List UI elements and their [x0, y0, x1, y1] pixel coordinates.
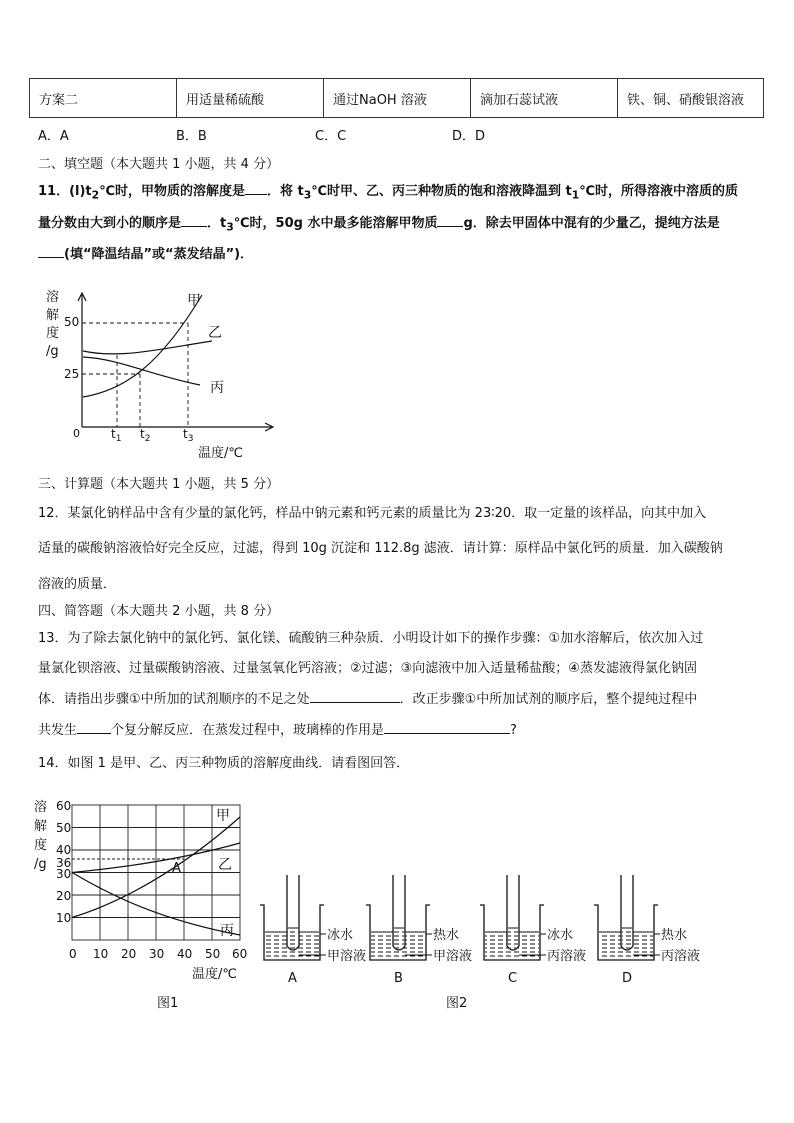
inner-solution-label: 甲溶液 [327, 949, 367, 964]
section-title-short: 四、简答题（本大题共 2 小题，共 8 分） [38, 604, 280, 619]
figure-caption-2: 图2 [446, 996, 468, 1011]
setup-letter: C [508, 971, 518, 986]
q12-line-2: 适量的碳酸钠溶液恰好完全反应，过滤，得到 10g 沉淀和 112.8g 滤液．请计算：原样品中氯化钙的质量．加入碳酸钠 [38, 541, 723, 556]
answer-blank[interactable] [245, 181, 267, 195]
tube-solution [508, 928, 518, 949]
series-label-bing: 丙 [210, 380, 224, 396]
x-tick-label: 0 [69, 947, 77, 961]
outer-liquid-label: 热水 [661, 928, 688, 943]
options-table [29, 78, 764, 118]
x-tick-label: 50 [205, 947, 221, 961]
grid [72, 805, 240, 940]
t3-label: $t_3$ [183, 427, 194, 444]
q11-line-1: 11．$(l)t_2℃$时，甲物质的溶解度是 ．将 $t_3℃$时甲、乙、丙三种物质的饱和溶液降温到 $t_1℃$时，所得溶液中溶质的质 [38, 180, 768, 202]
beaker-setup-a [260, 875, 366, 986]
q11-line-3: (填“降温结晶”或“蒸发结晶”)． [38, 243, 768, 262]
answer-blank[interactable] [437, 213, 463, 227]
x-tick-label: 30 [149, 947, 165, 961]
beaker-figure [258, 870, 706, 1020]
table-row [30, 79, 764, 118]
x-tick-label: 40 [177, 947, 193, 961]
y-tick-label: 50 [64, 315, 80, 329]
table-cell: 铁、铜、硝酸银溶液 [618, 79, 764, 118]
x-tick-label: 10 [93, 947, 109, 961]
series-label-yi: 乙 [208, 325, 222, 341]
q14-line-1: 14．如图 1 是甲、乙、丙三种物质的溶解度曲线．请看图回答． [38, 756, 410, 771]
answer-blank[interactable] [181, 213, 207, 227]
intersection-label: A [172, 861, 181, 876]
table-cell: 方案二 [30, 79, 177, 118]
y-tick-label: 36 [56, 856, 72, 870]
q12-line-3: 溶液的质量． [38, 577, 117, 592]
tube-solution [394, 928, 404, 949]
answer-blank[interactable] [77, 720, 111, 734]
tube-solution [288, 928, 298, 949]
q13-line-1: 13．为了除去氯化钠中的氯化钙、氯化镁、硫酸钠三种杂质．小明设计如下的操作步骤：①加水溶解后，依次加入过 [38, 631, 704, 646]
choice-a: A．A [38, 129, 69, 144]
table-cell: 通过NaOH 溶液 [324, 79, 471, 118]
origin-label: 0 [73, 427, 80, 440]
tube-solution [622, 928, 632, 949]
y-label-char: 解 [34, 819, 48, 834]
inner-solution-label: 丙溶液 [547, 949, 587, 964]
q13-line-2: 量氯化钡溶液、过量碳酸钠溶液、过量氢氧化钙溶液；②过滤；③向滤液中加入适量稀盐酸；④蒸发滤液得氯化钠固 [38, 661, 697, 676]
table-cell: 滴加石蕊试液 [471, 79, 618, 118]
inner-solution-label: 甲溶液 [433, 949, 473, 964]
beaker-setup-b [366, 875, 472, 986]
setup-letter: D [622, 971, 633, 986]
answer-blank[interactable] [38, 244, 64, 258]
q12-line-1: 12．某氯化钠样品中含有少量的氯化钙，样品中钠元素和钙元素的质量比为 23∶20．取一定量的该样品，向其中加入 [38, 506, 707, 521]
outer-liquid-label: 冰水 [547, 928, 574, 943]
choice-b: B．B [176, 129, 207, 144]
x-tick-label: 60 [232, 947, 248, 961]
inner-solution-label: 丙溶液 [661, 949, 701, 964]
answer-blank[interactable] [384, 720, 510, 734]
curve-yi [83, 341, 212, 354]
q13-line-3: 体．请指出步骤①中所加的试剂顺序的不足之处 ．改正步骤①中所加试剂的顺序后，整个提纯过程中 [38, 688, 768, 707]
y-tick-label: 25 [64, 367, 80, 381]
x-axis-label: 温度/℃ [192, 967, 237, 982]
answer-blank[interactable] [310, 689, 400, 703]
section-title-fill: 二、填空题（本大题共 1 小题，共 4 分） [38, 157, 280, 172]
y-tick-label: 60 [56, 799, 72, 813]
y-label-char: /g [46, 344, 59, 359]
choice-c: C．C [315, 129, 347, 144]
figure-caption-1: 图1 [157, 996, 179, 1011]
series-label-bing: 丙 [220, 923, 234, 939]
y-label-char: 解 [46, 308, 60, 323]
outer-liquid-label: 热水 [433, 928, 460, 943]
beaker-setup-c [480, 875, 586, 986]
solubility-graph-2 [30, 795, 260, 1017]
y-tick-label: 50 [56, 821, 72, 835]
y-label-char: 溶 [34, 800, 48, 815]
y-tick-label: 40 [56, 843, 72, 857]
beaker-setup-d [594, 875, 700, 986]
q13-line-4: 共发生 个复分解反应．在蒸发过程中，玻璃棒的作用是 ? [38, 719, 768, 738]
section-title-calc: 三、计算题（本大题共 1 小题，共 5 分） [38, 477, 280, 492]
solubility-graph-1 [40, 285, 280, 460]
y-label-char: 度 [34, 838, 48, 853]
y-label-char: 溶 [46, 290, 60, 305]
y-tick-label: 20 [56, 889, 72, 903]
t1-label: $t_1$ [111, 427, 122, 444]
q11-line-2: 量分数由大到小的顺序是 ．$t_3℃$时，50g 水中最多能溶解甲物质 g．除去甲固体中混有的少量乙，提纯方法是 [38, 212, 768, 234]
table-cell: 用适量稀硫酸 [177, 79, 324, 118]
y-label-char: /g [34, 857, 47, 872]
y-label-char: 度 [46, 326, 60, 341]
choice-d: D．D [452, 129, 486, 144]
series-label-yi: 乙 [218, 857, 232, 873]
setup-letter: B [394, 971, 403, 986]
series-label-jia: 甲 [216, 808, 230, 824]
x-tick-label: 20 [121, 947, 137, 961]
x-axis-label: 温度/℃ [198, 446, 243, 460]
series-label-jia: 甲 [187, 293, 201, 309]
y-tick-label: 30 [56, 867, 72, 881]
y-tick-label: 10 [56, 911, 72, 925]
outer-liquid-label: 冰水 [327, 928, 354, 943]
setup-letter: A [288, 971, 297, 986]
t2-label: $t_2$ [140, 427, 151, 444]
